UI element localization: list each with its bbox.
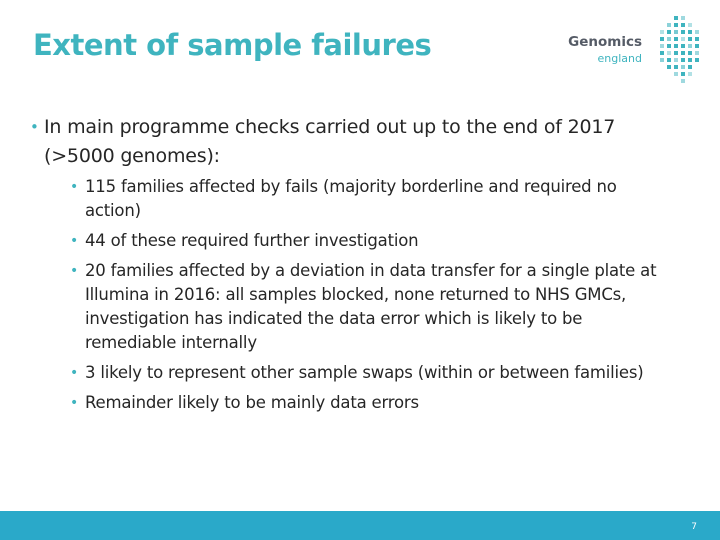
main-bullet bbox=[30, 113, 684, 415]
sub-bullet bbox=[70, 259, 675, 355]
genomics-england-logo bbox=[568, 14, 700, 84]
bullet-dot-icon: • bbox=[70, 395, 79, 411]
logo-wordmark: Genomics bbox=[568, 34, 642, 50]
page-number: 7 bbox=[691, 522, 697, 532]
bullet-list bbox=[30, 113, 690, 415]
sub-bullet-text: 3 likely to represent other sample swaps (within or between families) bbox=[85, 363, 644, 382]
sub-bullet bbox=[70, 229, 675, 253]
sub-bullet-text: 115 families affected by fails (majority borderline and required no action) bbox=[85, 177, 617, 220]
sub-bullet bbox=[70, 361, 675, 385]
bullet-dot-icon: • bbox=[30, 118, 39, 136]
bullet-dot-icon: • bbox=[70, 365, 79, 381]
logo-subtitle: england bbox=[597, 52, 642, 65]
bullet-dot-icon: • bbox=[70, 233, 79, 249]
bullet-dot-icon: • bbox=[70, 179, 79, 195]
slide-body bbox=[30, 113, 690, 421]
bullet-dot-icon: • bbox=[70, 263, 79, 279]
sub-bullet-text: 44 of these required further investigation bbox=[85, 231, 419, 250]
sub-bullet bbox=[70, 391, 675, 415]
main-bullet-text: In main programme checks carried out up to the end of 2017 (>5000 genomes): bbox=[44, 116, 616, 167]
slide-title: Extent of sample failures bbox=[33, 28, 432, 62]
sub-bullet-text: 20 families affected by a deviation in data transfer for a single plate at Illumina in 2016: all samples blocked, none returned to NHS GMCs, investigation has indicated the data error which is likely to be remediable internally bbox=[85, 261, 657, 352]
sub-bullet-list bbox=[70, 175, 684, 415]
sub-bullet bbox=[70, 175, 675, 223]
footer-bar bbox=[0, 511, 720, 540]
sub-bullet-text: Remainder likely to be mainly data errors bbox=[85, 393, 419, 412]
